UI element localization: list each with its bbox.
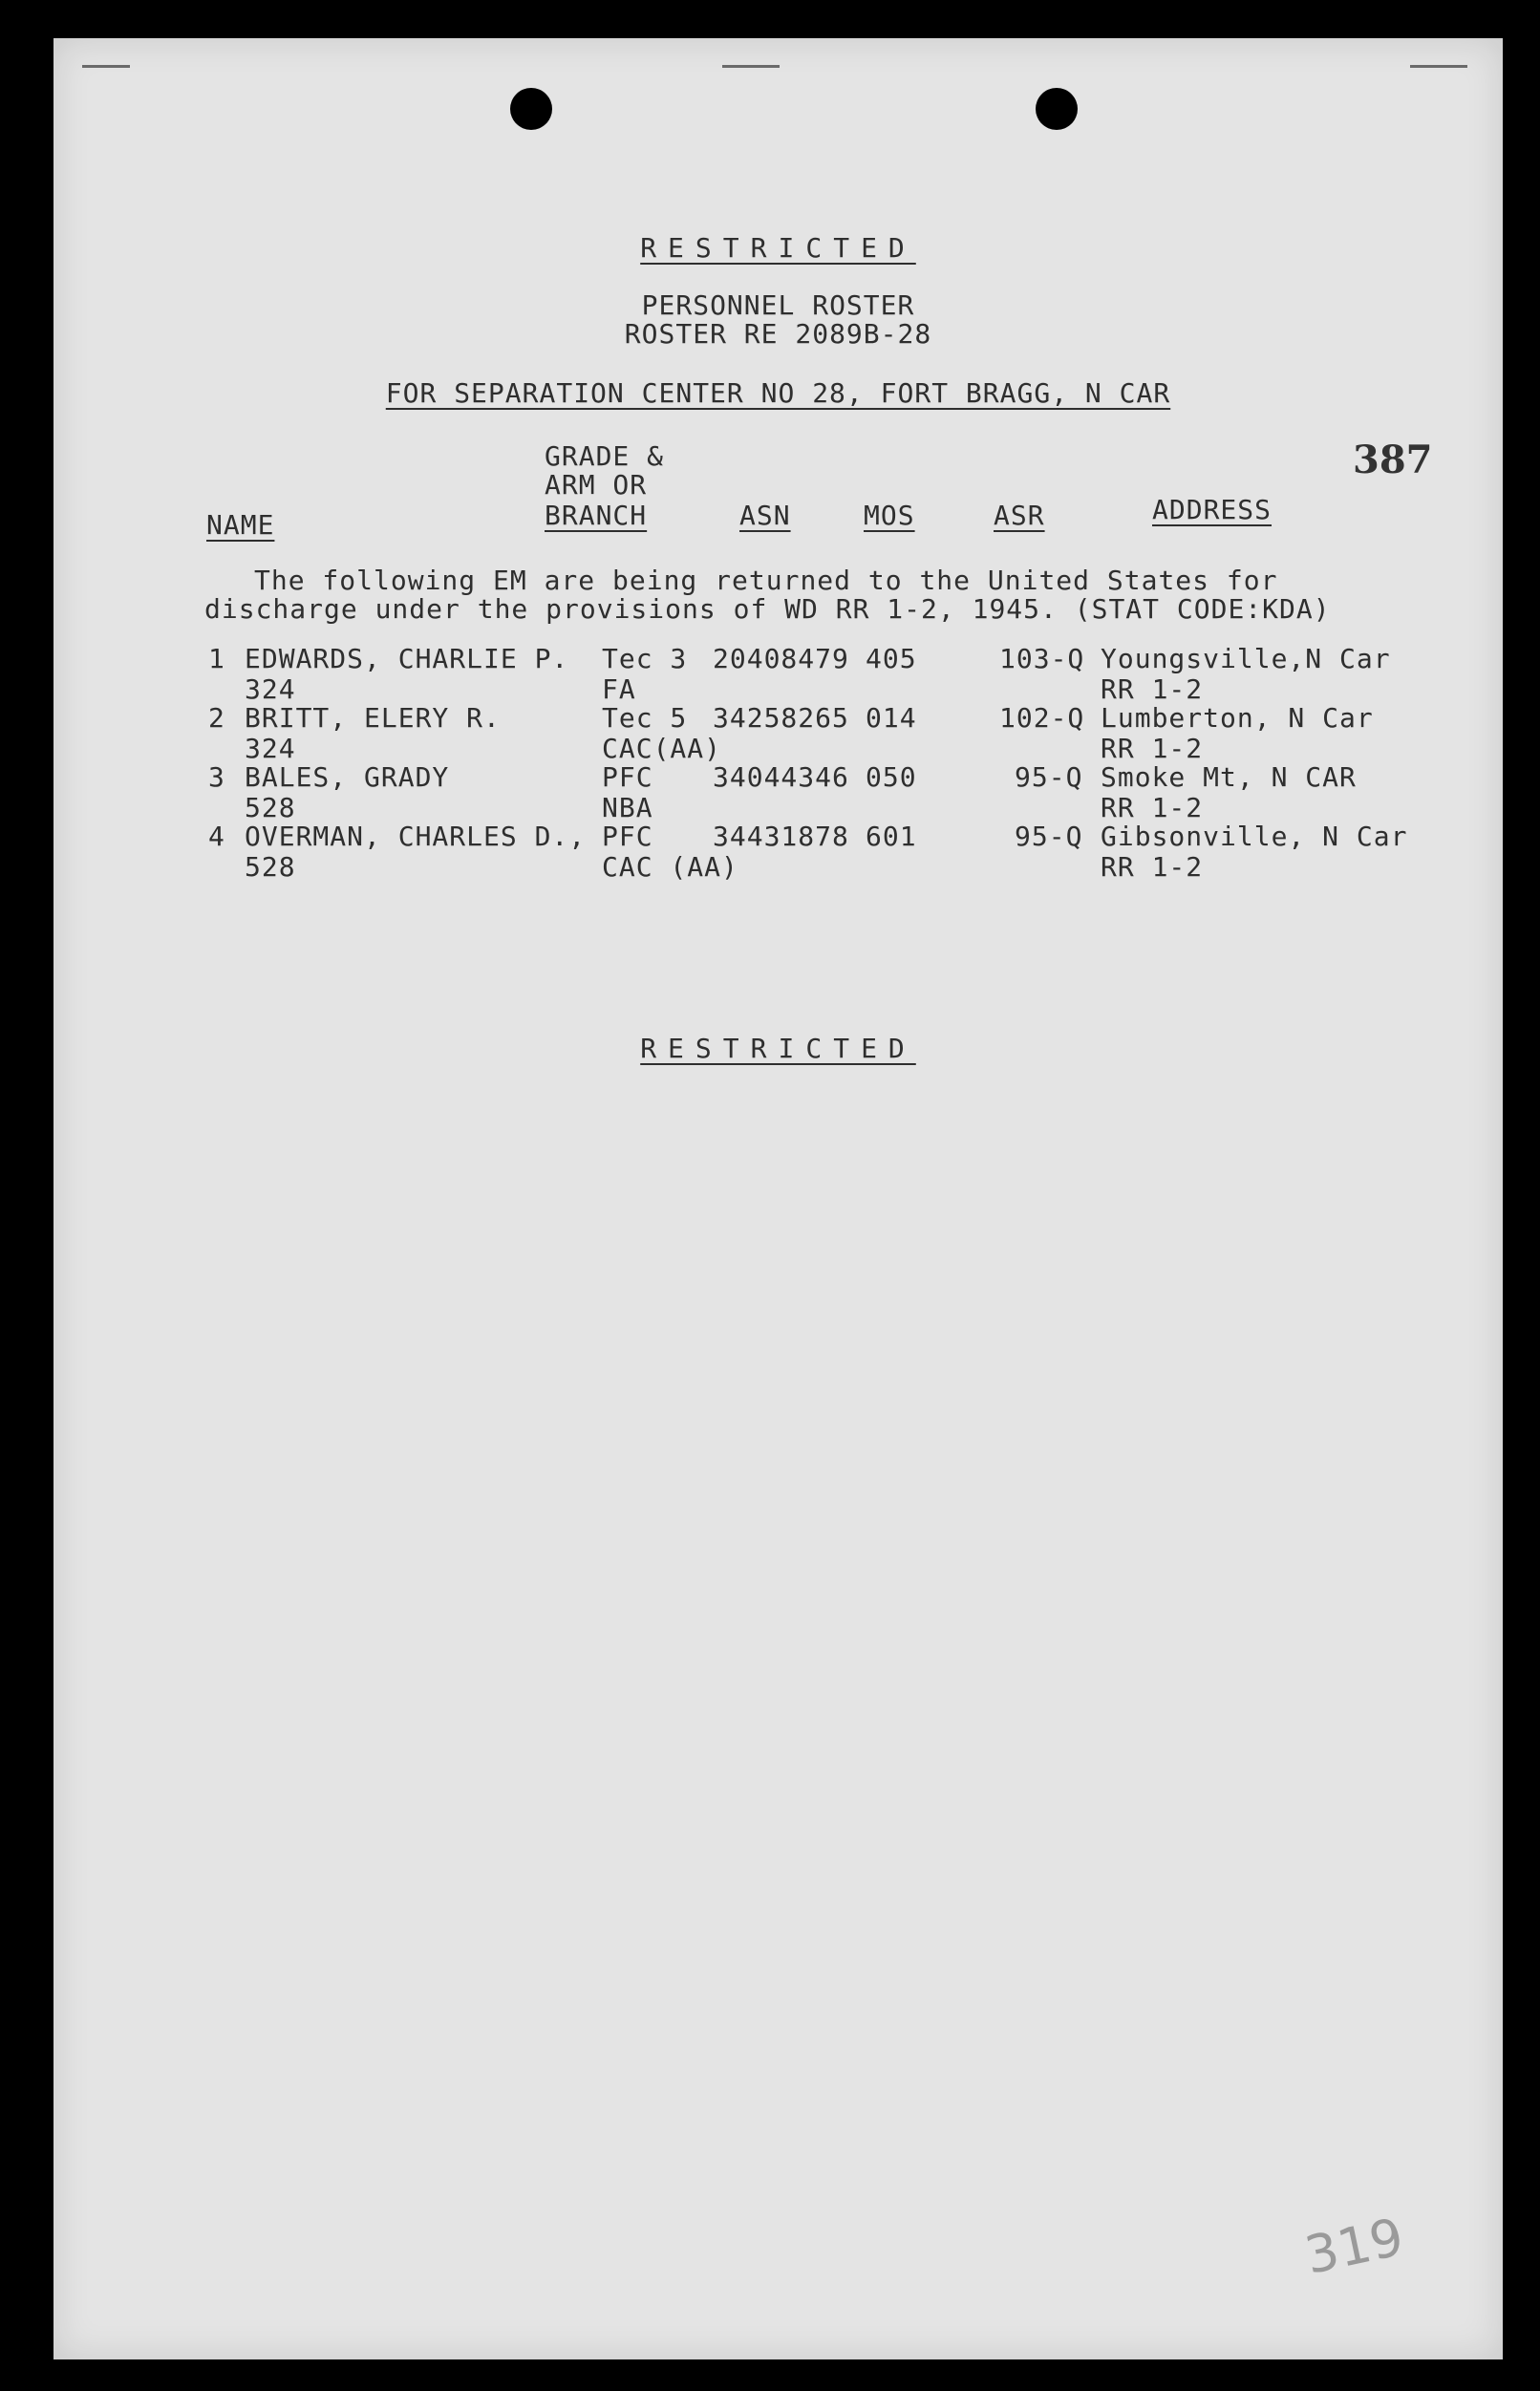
entry-address: Youngsville,N Car [1101, 643, 1391, 674]
column-asn: ASN [739, 500, 791, 531]
column-grade-line2: ARM OR [545, 469, 648, 501]
separation-center-line: FOR SEPARATION CENTER NO 28, FORT BRAGG, N CAR [385, 377, 1171, 409]
entry-number: 3 [208, 761, 225, 793]
handwritten-number: 319 [1299, 2206, 1409, 2287]
punch-hole [510, 88, 552, 130]
column-address: ADDRESS [1152, 494, 1273, 525]
entry-asr: 95-Q [1015, 821, 1083, 852]
entry-asn: 34044346 [713, 761, 849, 793]
entry-grade: PFC [602, 821, 653, 852]
entry-asr: 102-Q [999, 702, 1085, 734]
entry-name: OVERMAN, CHARLES D., [245, 821, 587, 852]
entry-address: Smoke Mt, N CAR [1101, 761, 1357, 793]
edge-mark [1410, 65, 1467, 68]
entry-asn: 34258265 [713, 702, 849, 734]
entry-address: Gibsonville, N Car [1101, 821, 1408, 852]
edge-mark [722, 65, 780, 68]
entry-address2: RR 1-2 [1101, 792, 1204, 823]
entry-mos: 405 [866, 643, 917, 674]
page-number: 387 [1353, 438, 1433, 482]
roster-entry [53, 823, 1503, 885]
entry-address2: RR 1-2 [1101, 733, 1204, 764]
entry-number: 1 [208, 643, 225, 674]
entry-mos: 601 [866, 821, 917, 852]
entry-asr: 95-Q [1015, 761, 1083, 793]
entry-grade: Tec 3 [602, 643, 688, 674]
entry-branch: FA [602, 673, 636, 705]
intro-line1: The following EM are being returned to the United States for [254, 565, 1278, 596]
entry-branch: CAC (AA) [602, 851, 738, 883]
entry-asr: 103-Q [999, 643, 1085, 674]
roster-number: ROSTER RE 2089B-28 [624, 318, 932, 350]
entry-mos: 050 [866, 761, 917, 793]
entry-number: 4 [208, 821, 225, 852]
entry-asn: 34431878 [713, 821, 849, 852]
entry-branch: NBA [602, 792, 653, 823]
entry-number: 2 [208, 702, 225, 734]
intro-line2: discharge under the provisions of WD RR 1-2, 1945. (STAT CODE:KDA) [204, 593, 1331, 625]
entry-name: BALES, GRADY [245, 761, 450, 793]
punch-hole [1036, 88, 1078, 130]
entry-address2: RR 1-2 [1101, 851, 1204, 883]
entry-sub: 528 [245, 851, 296, 883]
column-mos: MOS [864, 500, 915, 531]
column-grade-line1: GRADE & [545, 440, 665, 472]
entry-name: BRITT, ELERY R. [245, 702, 501, 734]
entry-branch: CAC(AA) [602, 733, 722, 764]
entry-sub: 528 [245, 792, 296, 823]
entry-address2: RR 1-2 [1101, 673, 1204, 705]
document-page [53, 38, 1503, 2359]
entry-sub: 324 [245, 673, 296, 705]
column-grade-line3: BRANCH [545, 500, 648, 531]
entry-asn: 20408479 [713, 643, 849, 674]
roster-entry [53, 643, 1503, 707]
roster-entry [53, 761, 1503, 825]
edge-mark [82, 65, 130, 68]
entry-grade: Tec 5 [602, 702, 688, 734]
roster-entry [53, 702, 1503, 766]
classification-footer: RESTRICTED [640, 1033, 916, 1064]
roster-label: PERSONNEL ROSTER [641, 289, 915, 321]
entry-mos: 014 [866, 702, 917, 734]
entry-name: EDWARDS, CHARLIE P. [245, 643, 569, 674]
entry-grade: PFC [602, 761, 653, 793]
column-asr: ASR [994, 500, 1045, 531]
classification-header: RESTRICTED [640, 232, 916, 264]
entry-address: Lumberton, N Car [1101, 702, 1374, 734]
entry-sub: 324 [245, 733, 296, 764]
column-name: NAME [206, 509, 275, 541]
